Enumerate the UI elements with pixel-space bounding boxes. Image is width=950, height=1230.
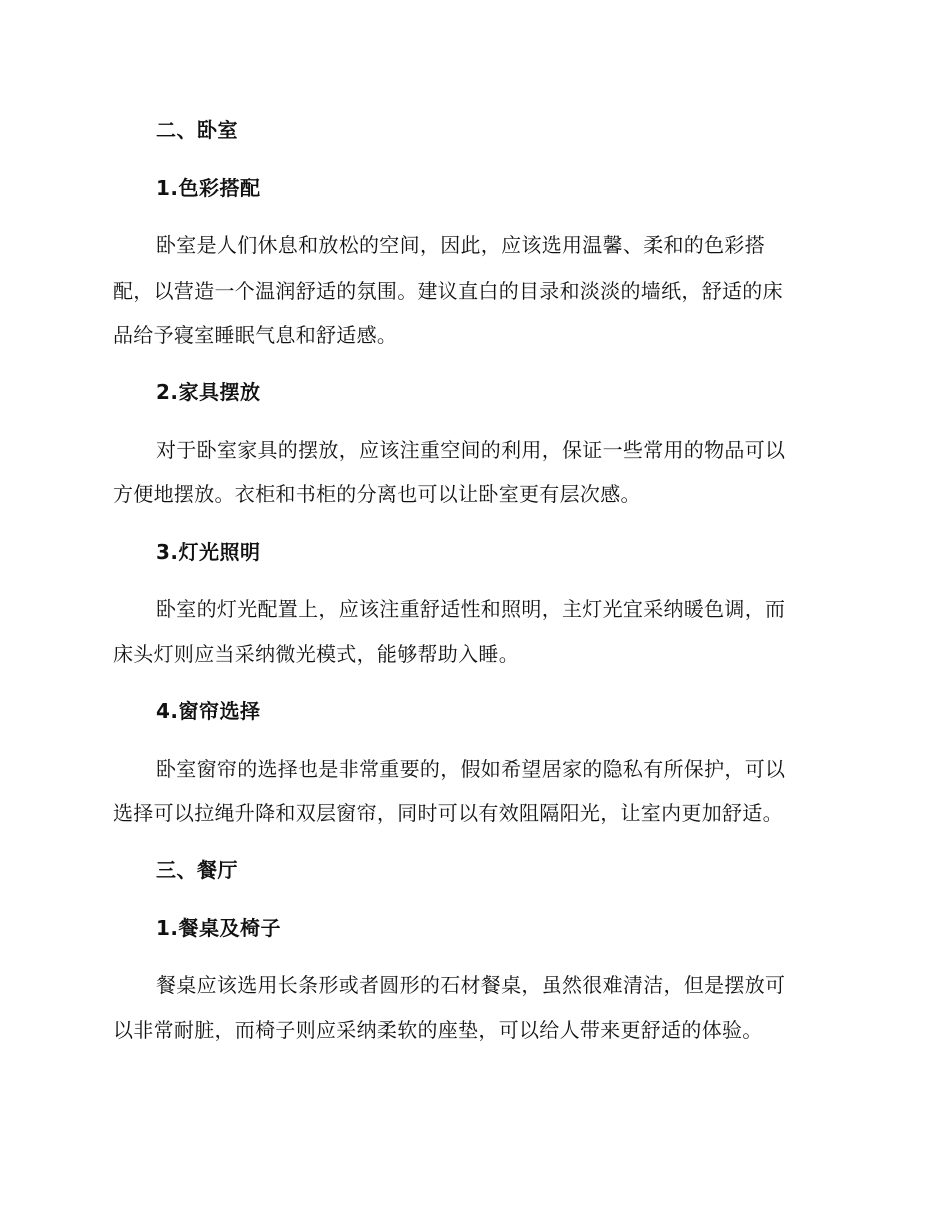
- section-heading-dining: 三、餐厅: [156, 858, 238, 882]
- paragraph-line: 餐桌应该选用长条形或者圆形的石材餐桌，虽然很难清洁，但是摆放可: [156, 973, 786, 997]
- subsection-heading-curtain: 4.窗帘选择: [156, 699, 261, 723]
- paragraph-line: 卧室的灯光配置上，应该注重舒适性和照明，主灯光宜采纳暖色调，而: [156, 597, 786, 621]
- paragraph-line: 配，以营造一个温润舒适的氛围。建议直白的目录和淡淡的墙纸，舒适的床: [113, 279, 783, 303]
- subsection-heading-lighting: 3.灯光照明: [156, 540, 261, 564]
- paragraph-line: 方便地摆放。衣柜和书柜的分离也可以让卧室更有层次感。: [113, 482, 641, 506]
- paragraph-line: 品给予寝室睡眠气息和舒适感。: [113, 323, 398, 347]
- section-heading-bedroom: 二、卧室: [156, 118, 238, 142]
- subsection-heading-color: 1.色彩搭配: [156, 176, 261, 200]
- paragraph-line: 以非常耐脏，而椅子则应采纳柔软的座垫，可以给人带来更舒适的体验。: [113, 1018, 763, 1042]
- paragraph-line: 卧室窗帘的选择也是非常重要的，假如希望居家的隐私有所保护，可以: [156, 757, 786, 781]
- paragraph-line: 床头灯则应当采纳微光模式，能够帮助入睡。: [113, 642, 519, 666]
- subsection-heading-furniture: 2.家具摆放: [156, 380, 261, 404]
- paragraph-line: 卧室是人们休息和放松的空间，因此，应该选用温馨、柔和的色彩搭: [156, 233, 765, 257]
- paragraph-line: 选择可以拉绳升降和双层窗帘，同时可以有效阻隔阳光，让室内更加舒适。: [113, 801, 783, 825]
- subsection-heading-table-chairs: 1.餐桌及椅子: [156, 916, 282, 940]
- paragraph-line: 对于卧室家具的摆放，应该注重空间的利用，保证一些常用的物品可以: [156, 438, 786, 462]
